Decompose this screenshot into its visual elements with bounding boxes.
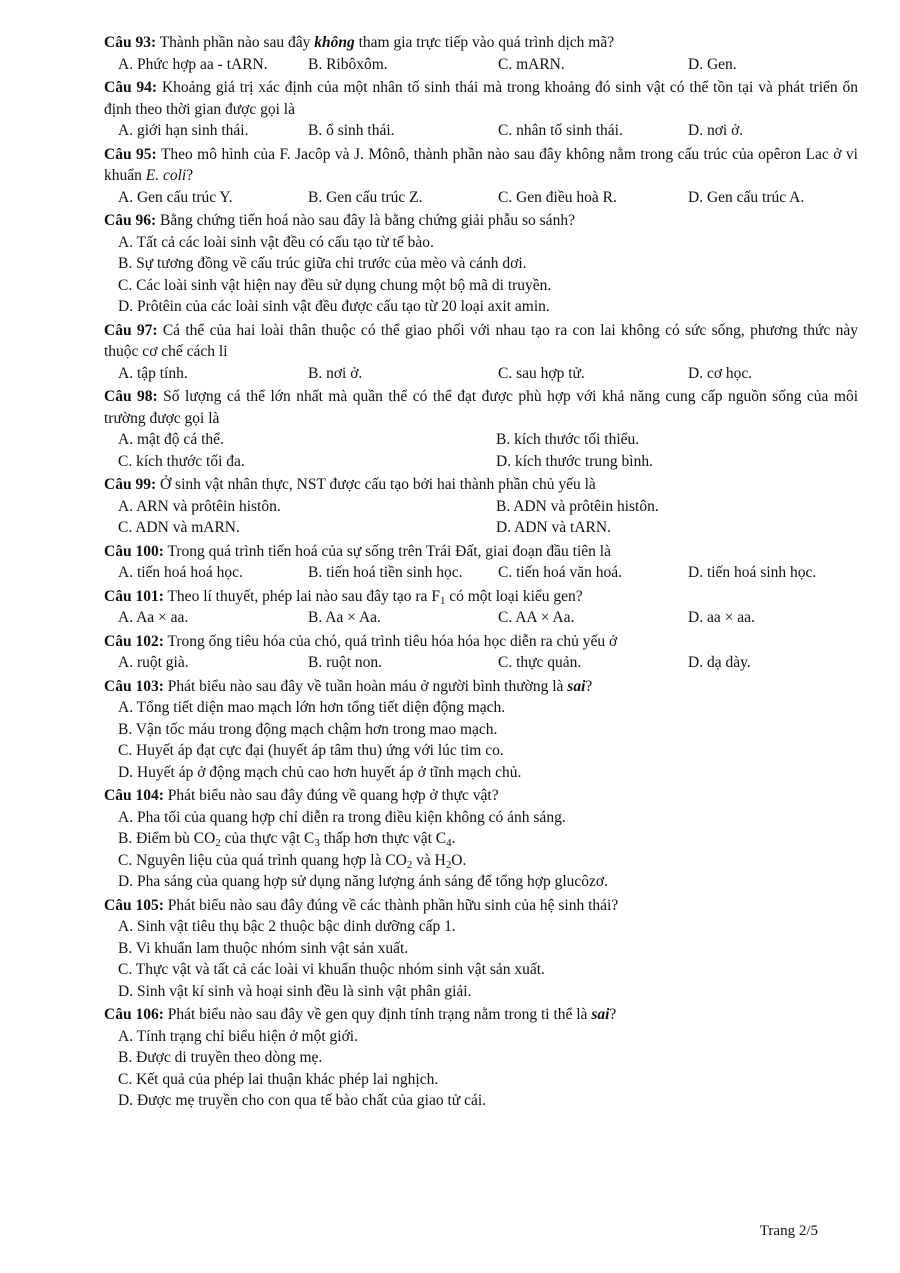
answer-option: B. ADN và prôtêin histôn. <box>496 497 659 515</box>
question-stem <box>104 785 858 807</box>
answer-option: D. nơi ở. <box>688 122 744 139</box>
answer-option: D. cơ học. <box>688 364 753 382</box>
answer-option: C. sau hợp tử. <box>498 364 585 382</box>
answer-option: C. tiến hoá văn hoá. <box>498 564 622 581</box>
answer-option: D. Được mẹ truyền cho con qua tế bào chất của giao tử cái. <box>118 1092 487 1109</box>
answer-option: C. mARN. <box>498 55 565 73</box>
question-number: Câu 93: <box>104 34 157 51</box>
question-block <box>104 210 858 318</box>
question-number: Câu 105: <box>104 896 164 914</box>
text-run: Thành phần nào sau đây <box>159 34 315 51</box>
question-number: Câu 100: <box>104 542 164 560</box>
answer-option: A. ARN và prôtêin histôn. <box>118 497 281 515</box>
question-block <box>104 586 858 629</box>
text-run: không <box>314 34 355 51</box>
text-run: của thực vật C <box>220 830 315 847</box>
text-run: sai <box>567 677 586 695</box>
question-stem <box>104 210 858 232</box>
text-run: Bằng chứng tiến hoá nào sau đây là bằng chứng giải phẫu so sánh? <box>159 212 575 229</box>
answer-option: A. Tổng tiết diện mao mạch lớn hơn tổng tiết diện động mạch. <box>118 699 506 716</box>
question-stem <box>104 541 858 563</box>
answer-option: B. tiến hoá tiền sinh học. <box>308 564 463 581</box>
answer-option: A. Tính trạng chỉ biểu hiện ở một giới. <box>118 1027 358 1045</box>
question-stem <box>104 77 858 120</box>
answer-option <box>104 807 858 829</box>
text-run: Theo lí thuyết, phép lai nào sau đây tạo ra F <box>167 587 440 605</box>
text-run: có một loại kiểu gen? <box>445 587 583 605</box>
text-run: O. <box>451 851 467 869</box>
question-stem <box>104 586 858 608</box>
answer-option <box>104 871 858 893</box>
answer-option: D. Gen cấu trúc A. <box>688 188 805 206</box>
answer-option: A. Phức hợp aa - tARN. <box>118 55 268 73</box>
answer-option: B. Aa × Aa. <box>308 609 381 626</box>
question-number: Câu 103: <box>104 677 164 695</box>
text-run: Trong ống tiêu hóa của chó, quá trình tiêu hóa hóa học diễn ra chủ yếu ở <box>167 632 618 650</box>
text-run: Trong quá trình tiến hoá của sự sống trên Trái Đất, giai đoạn đầu tiên là <box>167 542 611 560</box>
answer-option: C. kích thước tối đa. <box>118 452 245 470</box>
answer-option: D. Huyết áp ở động mạch chủ cao hơn huyết áp ở tĩnh mạch chủ. <box>118 763 522 781</box>
text-run: sai <box>591 1006 610 1023</box>
question-stem <box>104 144 858 187</box>
text-run: D. Pha sáng của quang hợp sử dụng năng lượng ánh sáng để tổng hợp glucôzơ. <box>118 873 608 890</box>
question-number: Câu 102: <box>104 632 164 650</box>
text-run: Phát biểu nào sau đây đúng về quang hợp ở thực vật? <box>167 787 499 804</box>
text-run: B. Điểm bù CO <box>118 830 216 847</box>
text-run: C. Nguyên liệu của quá trình quang hợp là CO <box>118 851 407 869</box>
answer-option: C. Các loài sinh vật hiện nay đều sử dụng chung một bộ mã di truyền. <box>118 276 552 294</box>
text-run: 2 <box>445 858 452 871</box>
question-block <box>104 77 858 142</box>
question-block <box>104 1004 858 1112</box>
text-run: tham gia trực tiếp vào quá trình dịch mã? <box>354 34 615 51</box>
answer-option: D. Sinh vật kí sinh và hoại sinh đều là sinh vật phân giải. <box>118 982 472 1000</box>
answer-option: C. Gen điều hoà R. <box>498 188 617 206</box>
text-run: ? <box>585 677 593 695</box>
answer-option: C. thực quản. <box>498 654 582 671</box>
answer-option: A. tiến hoá hoá học. <box>118 564 243 581</box>
answer-option: A. tập tính. <box>118 364 188 382</box>
text-run: 2 <box>215 837 221 849</box>
text-run: thấp hơn thực vật C <box>319 830 447 847</box>
answer-option: A. Sinh vật tiêu thụ bậc 2 thuộc bậc dinh dưỡng cấp 1. <box>118 918 456 935</box>
page-number: Trang 2/5 <box>759 1223 818 1239</box>
question-stem <box>104 320 858 363</box>
text-run: Cá thể của hai loài thân thuộc có thể giao phối với nhau tạo ra con lai không có sức sống, phương thức này thuộc cơ chế cách li <box>104 321 858 360</box>
answer-option: B. ruột non. <box>308 654 383 671</box>
question-number: Câu 101: <box>104 587 164 605</box>
answer-option: A. mật độ cá thể. <box>118 431 224 448</box>
question-number: Câu 106: <box>104 1006 164 1023</box>
answer-option: B. Vi khuẩn lam thuộc nhóm sinh vật sản xuất. <box>118 939 409 957</box>
answer-option: B. Vận tốc máu trong động mạch chậm hơn trong mao mạch. <box>118 720 498 738</box>
answer-option: D. Prôtêin của các loài sinh vật đều được cấu tạo từ 20 loại axit amin. <box>118 298 550 315</box>
answer-option: A. Aa × aa. <box>118 609 189 626</box>
question-block <box>104 32 858 75</box>
answer-option: C. Huyết áp đạt cực đại (huyết áp tâm thu) ứng với lúc tim co. <box>118 742 504 759</box>
question-stem <box>104 1004 858 1026</box>
question-number: Câu 104: <box>104 787 164 804</box>
question-block <box>104 895 858 1003</box>
answer-option: D. Gen. <box>688 55 737 73</box>
text-run: 2 <box>406 858 413 871</box>
answer-option: B. Ribôxôm. <box>308 55 388 73</box>
answer-option: B. nơi ở. <box>308 364 363 382</box>
answer-option: B. Được di truyền theo dòng mẹ. <box>118 1049 323 1066</box>
text-run: ? <box>609 1006 617 1023</box>
answer-option: D. dạ dày. <box>688 654 751 671</box>
answer-option: C. ADN và mARN. <box>118 519 240 536</box>
answer-option <box>104 828 858 850</box>
question-stem <box>104 32 858 54</box>
answer-option: D. tiến hoá sinh học. <box>688 564 817 581</box>
text-run: Theo mô hình của F. Jacôp và J. Mônô, thành phần nào sau đây không nằm trong cấu trúc của opêron Lac ở vi khuẩn <box>104 145 858 184</box>
answer-option: C. Kết quả của phép lai thuận khác phép lai nghịch. <box>118 1070 439 1088</box>
question-block <box>104 320 858 385</box>
answer-option: A. Tất cả các loài sinh vật đều có cấu tạo từ tế bào. <box>118 233 434 251</box>
question-block <box>104 631 858 674</box>
answer-option: A. giới hạn sinh thái. <box>118 122 249 139</box>
question-block <box>104 474 858 539</box>
text-run: ? <box>186 167 194 184</box>
text-run: Phát biểu nào sau đây về gen quy định tính trạng nằm trong ti thể là <box>167 1006 592 1023</box>
answer-option: D. ADN và tARN. <box>496 519 611 536</box>
text-run: . <box>451 830 456 847</box>
question-number: Câu 97: <box>104 321 158 339</box>
answer-option: D. aa × aa. <box>688 609 755 626</box>
question-number: Câu 96: <box>104 212 157 229</box>
answer-option: B. Gen cấu trúc Z. <box>308 188 423 206</box>
question-number: Câu 95: <box>104 145 157 163</box>
answer-option: D. kích thước trung bình. <box>496 452 653 470</box>
question-number: Câu 98: <box>104 388 158 405</box>
question-block <box>104 386 858 472</box>
answer-option: C. AA × Aa. <box>498 609 575 626</box>
question-block <box>104 785 858 893</box>
question-stem <box>104 676 858 698</box>
text-run: 3 <box>314 837 320 849</box>
question-block <box>104 541 858 584</box>
answer-option: C. Thực vật và tất cả các loài vi khuẩn thuộc nhóm sinh vật sản xuất. <box>118 961 545 978</box>
question-stem <box>104 631 858 653</box>
question-number: Câu 94: <box>104 79 158 96</box>
question-stem <box>104 386 858 429</box>
text-run: và H <box>412 851 446 869</box>
text-run: Phát biểu nào sau đây về tuần hoàn máu ở người bình thường là <box>167 677 568 695</box>
exam-page <box>104 32 858 1114</box>
question-block <box>104 144 858 209</box>
answer-option: B. Sự tương đồng về cấu trúc giữa chi trước của mèo và cánh dơi. <box>118 255 527 272</box>
answer-option <box>104 850 858 872</box>
text-run: Khoảng giá trị xác định của một nhân tố sinh thái mà trong khoảng đó sinh vật có thể tồn tại và phát triển ổn định theo thời gian được gọi là <box>104 79 859 118</box>
question-block <box>104 676 858 784</box>
text-run: 4 <box>446 837 452 849</box>
text-run: Phát biểu nào sau đây đúng về các thành phần hữu sinh của hệ sinh thái? <box>167 896 619 914</box>
text-run: 1 <box>439 594 446 607</box>
answer-option: A. ruột già. <box>118 654 189 671</box>
question-number: Câu 99: <box>104 476 157 493</box>
text-run: Ở sinh vật nhân thực, NST được cấu tạo bởi hai thành phần chủ yếu là <box>159 476 596 493</box>
answer-option: B. kích thước tối thiểu. <box>496 431 640 448</box>
answer-option: B. ổ sinh thái. <box>308 122 395 139</box>
answer-option: C. nhân tố sinh thái. <box>498 122 623 139</box>
question-stem <box>104 895 858 917</box>
text-run: E. coli <box>145 167 187 184</box>
answer-option: A. Gen cấu trúc Y. <box>118 188 233 206</box>
text-run: A. Pha tối của quang hợp chỉ diễn ra trong điều kiện không có ánh sáng. <box>118 808 566 826</box>
text-run: Số lượng cá thể lớn nhất mà quần thể có thể đạt được phù hợp với khả năng cung cấp nguồn sống của môi trường được gọi là <box>104 388 859 427</box>
question-stem <box>104 474 858 496</box>
